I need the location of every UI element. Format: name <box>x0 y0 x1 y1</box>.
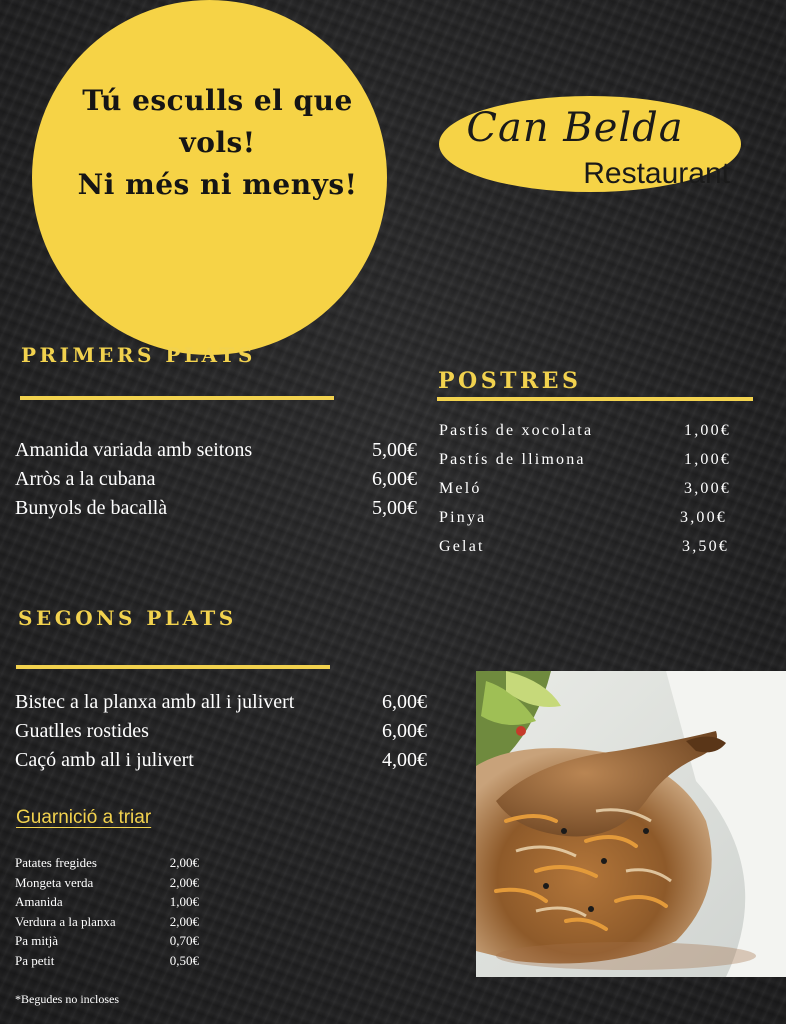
postres-heading: POSTRES <box>438 368 582 394</box>
garnish-list <box>15 853 199 970</box>
item-name: Pa mitjà <box>15 933 58 948</box>
item-name: Verdura a la planxa <box>15 913 116 929</box>
slogan-line-2: vols! <box>179 126 256 159</box>
list-item <box>439 445 731 474</box>
list-item <box>15 853 199 873</box>
slogan <box>45 80 390 206</box>
logo-name: Can Belda <box>466 105 684 151</box>
item-name: Arròs a la cubana <box>15 468 156 490</box>
item-name: Amanida variada amb seitons <box>15 439 253 461</box>
item-name: Pastís de llimona <box>439 451 586 468</box>
list-item <box>15 951 199 971</box>
item-name: Gelat <box>439 538 485 555</box>
drinks-note: *Begudes no incloses <box>15 992 119 1006</box>
logo-subtitle: Restaurant <box>583 157 730 190</box>
list-item <box>15 494 417 523</box>
item-price: 6,00€ <box>372 468 417 490</box>
item-price: 2,00€ <box>169 855 199 870</box>
slogan-line-3: Ni més ni menys! <box>77 168 358 201</box>
list-item <box>15 931 199 951</box>
list-item <box>15 465 417 494</box>
dish-photo <box>476 671 786 977</box>
item-price: 4,00€ <box>382 749 427 771</box>
list-item <box>15 746 427 775</box>
item-price: 2,00€ <box>169 913 199 929</box>
list-item <box>15 873 199 893</box>
item-price: 2,00€ <box>169 874 199 890</box>
item-name: Meló <box>439 480 482 497</box>
item-name: Caçó amb all i julivert <box>15 749 194 771</box>
list-item <box>15 717 427 746</box>
primers-heading: PRIMERS PLATS <box>21 343 256 367</box>
item-name: Bunyols de bacallà <box>15 497 168 519</box>
segons-rule <box>16 665 330 669</box>
item-name: Bistec a la planxa amb all i julivert <box>15 691 295 713</box>
item-price: 1,00€ <box>684 451 731 468</box>
postres-rule <box>437 397 753 401</box>
segons-heading: SEGONS PLATS <box>18 606 237 630</box>
item-name: Pa petit <box>15 952 55 968</box>
list-item <box>439 503 731 532</box>
item-price: 3,50€ <box>682 538 729 555</box>
item-price: 5,00€ <box>372 497 417 519</box>
item-price: 6,00€ <box>382 720 427 742</box>
list-item <box>439 532 731 561</box>
item-name: Pinya <box>439 509 487 526</box>
item-name: Mongeta verda <box>15 874 94 890</box>
item-name: Guatlles rostides <box>15 720 149 742</box>
postres-list <box>439 416 731 561</box>
item-price: 0,50€ <box>169 952 199 968</box>
item-price: 1,00€ <box>684 422 731 439</box>
list-item <box>439 416 731 445</box>
list-item <box>15 892 199 912</box>
item-name: Amanida <box>15 894 63 909</box>
item-price: 3,00€ <box>684 480 731 497</box>
segons-list <box>15 688 427 775</box>
item-name: Pastís de xocolata <box>439 422 594 439</box>
list-item <box>15 912 199 932</box>
list-item <box>15 688 427 717</box>
list-item <box>15 436 417 465</box>
item-price: 5,00€ <box>372 439 417 461</box>
item-name: Patates fregides <box>15 855 97 870</box>
item-price: 3,00€ <box>680 509 727 526</box>
item-price: 0,70€ <box>169 933 199 948</box>
slogan-line-1: Tú esculls el que <box>82 84 353 117</box>
garnish-title: Guarnició a triar <box>16 807 152 828</box>
item-price: 6,00€ <box>382 691 427 713</box>
item-price: 1,00€ <box>169 894 199 909</box>
primers-rule <box>20 396 334 400</box>
primers-list <box>15 436 417 523</box>
list-item <box>439 474 731 503</box>
